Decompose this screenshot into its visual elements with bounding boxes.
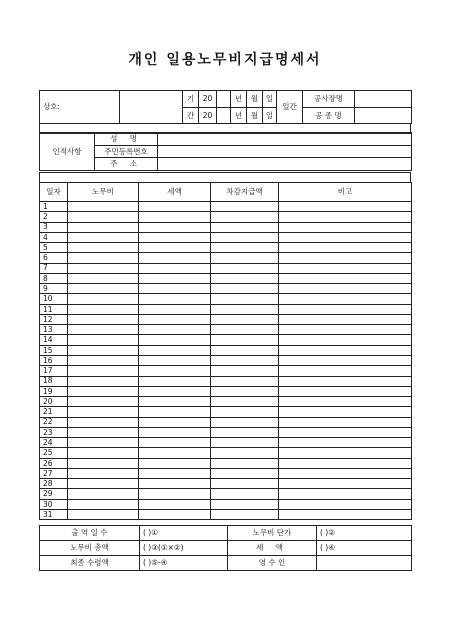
- work-type-field[interactable]: [355, 107, 412, 124]
- net-pay-cell[interactable]: [211, 427, 279, 437]
- day-number: 4: [40, 232, 68, 242]
- day-number: 28: [40, 479, 68, 489]
- day-row: [40, 499, 412, 509]
- wage-cell[interactable]: [68, 243, 139, 253]
- note-cell[interactable]: [279, 243, 412, 253]
- day-number: 2: [40, 212, 68, 222]
- day-row: [40, 438, 412, 448]
- day-number: 22: [40, 417, 68, 427]
- day-row: [40, 263, 412, 273]
- net-pay-cell[interactable]: [211, 232, 279, 242]
- tax-cell[interactable]: [139, 489, 211, 499]
- day-number: 23: [40, 427, 68, 437]
- wage-cell[interactable]: [68, 253, 139, 263]
- day-number: 16: [40, 355, 68, 365]
- day-number: 24: [40, 438, 68, 448]
- net-pay-cell[interactable]: [211, 325, 279, 335]
- note-cell[interactable]: [279, 232, 412, 242]
- net-pay-cell[interactable]: [211, 273, 279, 283]
- wage-cell[interactable]: [68, 294, 139, 304]
- day-number: 31: [40, 509, 68, 519]
- day-row: [40, 294, 412, 304]
- col-header-note: 비고: [279, 183, 412, 202]
- col-header-day: 일자: [40, 183, 68, 202]
- tax-value[interactable]: ( )④: [317, 541, 412, 556]
- tax-cell[interactable]: [139, 253, 211, 263]
- note-cell[interactable]: [279, 458, 412, 468]
- wage-cell[interactable]: [68, 355, 139, 365]
- tax-cell[interactable]: [139, 222, 211, 232]
- wage-cell[interactable]: [68, 468, 139, 478]
- note-cell[interactable]: [279, 325, 412, 335]
- day-number: 26: [40, 458, 68, 468]
- wage-cell[interactable]: [68, 479, 139, 489]
- col-header-net-pay: 차감지급액: [211, 183, 279, 202]
- name-field[interactable]: [158, 133, 412, 146]
- note-cell[interactable]: [279, 417, 412, 427]
- day-row: [40, 212, 412, 222]
- col-header-tax: 세액: [139, 183, 211, 202]
- day-number: 15: [40, 345, 68, 355]
- tax-cell[interactable]: [139, 263, 211, 273]
- net-pay-cell[interactable]: [211, 253, 279, 263]
- total-wage-label: 노무비 총액: [40, 541, 140, 556]
- tax-cell[interactable]: [139, 509, 211, 519]
- tax-cell[interactable]: [139, 417, 211, 427]
- note-cell[interactable]: [279, 479, 412, 489]
- wage-cell[interactable]: [68, 448, 139, 458]
- wage-cell[interactable]: [68, 325, 139, 335]
- wage-cell[interactable]: [68, 509, 139, 519]
- day-number: 13: [40, 325, 68, 335]
- end-year-unit: 년: [231, 107, 247, 124]
- day-row: [40, 366, 412, 376]
- address-field[interactable]: [158, 158, 412, 171]
- wage-cell[interactable]: [68, 304, 139, 314]
- day-number: 3: [40, 222, 68, 232]
- net-pay-cell[interactable]: [211, 202, 279, 212]
- workdays-label: 일간: [277, 91, 303, 124]
- note-cell[interactable]: [279, 212, 412, 222]
- note-cell[interactable]: [279, 345, 412, 355]
- tax-cell[interactable]: [139, 294, 211, 304]
- end-year-field[interactable]: [217, 107, 231, 124]
- id-number-label: 주민등록번호: [95, 145, 158, 158]
- project-name-field[interactable]: [355, 91, 412, 108]
- day-number: 21: [40, 407, 68, 417]
- wage-cell[interactable]: [68, 212, 139, 222]
- tax-cell[interactable]: [139, 335, 211, 345]
- tax-cell[interactable]: [139, 273, 211, 283]
- document-title: 개인 일용노무비지급명세서: [128, 52, 322, 68]
- name-label: 성 명: [95, 133, 158, 146]
- note-cell[interactable]: [279, 314, 412, 324]
- day-row: [40, 335, 412, 345]
- tax-cell[interactable]: [139, 438, 211, 448]
- day-number: 6: [40, 253, 68, 263]
- net-pay-cell[interactable]: [211, 458, 279, 468]
- net-pay-cell[interactable]: [211, 438, 279, 448]
- day-number: 5: [40, 243, 68, 253]
- project-name-label: 공사장명: [303, 91, 355, 108]
- wage-cell[interactable]: [68, 335, 139, 345]
- note-cell[interactable]: [279, 509, 412, 519]
- company-value[interactable]: [120, 91, 183, 124]
- day-number: 14: [40, 335, 68, 345]
- day-number: 7: [40, 263, 68, 273]
- day-row: [40, 253, 412, 263]
- tax-cell[interactable]: [139, 397, 211, 407]
- net-pay-cell[interactable]: [211, 212, 279, 222]
- tax-cell[interactable]: [139, 499, 211, 509]
- tax-cell[interactable]: [139, 386, 211, 396]
- tax-cell[interactable]: [139, 304, 211, 314]
- personal-info-table: [39, 132, 412, 171]
- net-pay-cell[interactable]: [211, 499, 279, 509]
- net-pay-cell[interactable]: [211, 376, 279, 386]
- tax-label: 세 액: [228, 541, 317, 556]
- tax-cell[interactable]: [139, 284, 211, 294]
- net-pay-cell[interactable]: [211, 397, 279, 407]
- wage-cell[interactable]: [68, 397, 139, 407]
- tax-cell[interactable]: [139, 325, 211, 335]
- unit-price-value[interactable]: ( )②: [317, 526, 412, 541]
- note-cell[interactable]: [279, 438, 412, 448]
- start-day-unit: 일: [263, 91, 277, 108]
- wage-cell[interactable]: [68, 202, 139, 212]
- net-pay-cell[interactable]: [211, 222, 279, 232]
- day-row: [40, 407, 412, 417]
- note-cell[interactable]: [279, 386, 412, 396]
- day-number: 17: [40, 366, 68, 376]
- tax-cell[interactable]: [139, 448, 211, 458]
- final-amount-value[interactable]: ( )⑤-④: [140, 556, 228, 571]
- day-row: [40, 355, 412, 365]
- wage-cell[interactable]: [68, 458, 139, 468]
- day-row: [40, 427, 412, 437]
- note-cell[interactable]: [279, 355, 412, 365]
- address-label: 주 소: [95, 158, 158, 171]
- net-pay-cell[interactable]: [211, 479, 279, 489]
- net-pay-cell[interactable]: [211, 243, 279, 253]
- day-row: [40, 243, 412, 253]
- net-pay-cell[interactable]: [211, 345, 279, 355]
- wage-cell[interactable]: [68, 417, 139, 427]
- note-cell[interactable]: [279, 294, 412, 304]
- note-cell[interactable]: [279, 284, 412, 294]
- day-row: [40, 232, 412, 242]
- note-cell[interactable]: [279, 273, 412, 283]
- tax-cell[interactable]: [139, 212, 211, 222]
- note-cell[interactable]: [279, 222, 412, 232]
- total-wage-value[interactable]: ( )③(①×②): [140, 541, 228, 556]
- day-number: 27: [40, 468, 68, 478]
- day-number: 30: [40, 499, 68, 509]
- day-row: [40, 509, 412, 519]
- net-pay-cell[interactable]: [211, 335, 279, 345]
- day-row: [40, 397, 412, 407]
- tax-cell[interactable]: [139, 232, 211, 242]
- day-row: [40, 417, 412, 427]
- note-cell[interactable]: [279, 489, 412, 499]
- day-number: 1: [40, 202, 68, 212]
- start-month-unit: 월: [247, 91, 263, 108]
- note-cell[interactable]: [279, 499, 412, 509]
- wage-cell[interactable]: [68, 232, 139, 242]
- wage-cell[interactable]: [68, 427, 139, 437]
- end-year-prefix: 20: [199, 107, 217, 124]
- day-row: [40, 304, 412, 314]
- net-pay-cell[interactable]: [211, 386, 279, 396]
- day-number: 9: [40, 284, 68, 294]
- net-pay-cell[interactable]: [211, 304, 279, 314]
- note-cell[interactable]: [279, 202, 412, 212]
- tax-cell[interactable]: [139, 202, 211, 212]
- personal-section-label: 인적사항: [40, 133, 95, 171]
- work-type-label: 공 종 명: [303, 107, 355, 124]
- day-row: [40, 325, 412, 335]
- day-number: 20: [40, 397, 68, 407]
- day-row: [40, 479, 412, 489]
- note-cell[interactable]: [279, 366, 412, 376]
- day-row: [40, 222, 412, 232]
- net-pay-cell[interactable]: [211, 509, 279, 519]
- note-cell[interactable]: [279, 263, 412, 273]
- day-number: 12: [40, 314, 68, 324]
- day-row: [40, 273, 412, 283]
- tax-cell[interactable]: [139, 468, 211, 478]
- tax-cell[interactable]: [139, 243, 211, 253]
- wage-cell[interactable]: [68, 222, 139, 232]
- attendance-label: 출 역 일 수: [40, 526, 140, 541]
- daily-wage-table: [39, 182, 412, 520]
- start-year-field[interactable]: [217, 91, 231, 108]
- note-cell[interactable]: [279, 468, 412, 478]
- final-amount-label: 최종 수령액: [40, 556, 140, 571]
- net-pay-cell[interactable]: [211, 355, 279, 365]
- wage-cell[interactable]: [68, 499, 139, 509]
- receipt-label: 영 수 인: [228, 556, 317, 571]
- note-cell[interactable]: [279, 253, 412, 263]
- day-row: [40, 345, 412, 355]
- day-rows: [40, 202, 412, 520]
- start-year-prefix: 20: [199, 91, 217, 108]
- day-number: 18: [40, 376, 68, 386]
- attendance-value[interactable]: ( )①: [140, 526, 228, 541]
- tax-cell[interactable]: [139, 427, 211, 437]
- tax-cell[interactable]: [139, 407, 211, 417]
- wage-cell[interactable]: [68, 314, 139, 324]
- period-label-bottom: 간: [183, 107, 199, 124]
- day-row: [40, 448, 412, 458]
- net-pay-cell[interactable]: [211, 407, 279, 417]
- tax-cell[interactable]: [139, 314, 211, 324]
- day-row: [40, 489, 412, 499]
- day-number: 29: [40, 489, 68, 499]
- note-cell[interactable]: [279, 335, 412, 345]
- note-cell[interactable]: [279, 397, 412, 407]
- net-pay-cell[interactable]: [211, 489, 279, 499]
- day-row: [40, 314, 412, 324]
- day-row: [40, 284, 412, 294]
- wage-cell[interactable]: [68, 376, 139, 386]
- net-pay-cell[interactable]: [211, 284, 279, 294]
- col-header-wage: 노무비: [68, 183, 139, 202]
- note-cell[interactable]: [279, 304, 412, 314]
- tax-cell[interactable]: [139, 366, 211, 376]
- day-number: 10: [40, 294, 68, 304]
- wage-cell[interactable]: [68, 386, 139, 396]
- start-year-unit: 년: [231, 91, 247, 108]
- tax-cell[interactable]: [139, 479, 211, 489]
- tax-cell[interactable]: [139, 458, 211, 468]
- day-number: 8: [40, 273, 68, 283]
- day-row: [40, 468, 412, 478]
- wage-cell[interactable]: [68, 366, 139, 376]
- day-number: 19: [40, 386, 68, 396]
- day-row: [40, 202, 412, 212]
- header-table: [39, 90, 412, 124]
- tax-cell[interactable]: [139, 345, 211, 355]
- wage-cell[interactable]: [68, 489, 139, 499]
- note-cell[interactable]: [279, 407, 412, 417]
- day-number: 11: [40, 304, 68, 314]
- wage-cell[interactable]: [68, 345, 139, 355]
- day-number: 25: [40, 448, 68, 458]
- note-cell[interactable]: [279, 376, 412, 386]
- company-label: 상호:: [40, 91, 120, 124]
- end-month-unit: 월: [247, 107, 263, 124]
- net-pay-cell[interactable]: [211, 366, 279, 376]
- wage-cell[interactable]: [68, 273, 139, 283]
- unit-price-label: 노무비 단가: [228, 526, 317, 541]
- wage-cell[interactable]: [68, 263, 139, 273]
- tax-cell[interactable]: [139, 376, 211, 386]
- wage-cell[interactable]: [68, 407, 139, 417]
- net-pay-cell[interactable]: [211, 448, 279, 458]
- net-pay-cell[interactable]: [211, 468, 279, 478]
- note-cell[interactable]: [279, 427, 412, 437]
- period-label-top: 기: [183, 91, 199, 108]
- id-number-field[interactable]: [158, 145, 412, 158]
- note-cell[interactable]: [279, 448, 412, 458]
- net-pay-cell[interactable]: [211, 263, 279, 273]
- summary-table: [39, 525, 412, 571]
- end-day-unit: 일: [263, 107, 277, 124]
- day-row: [40, 386, 412, 396]
- net-pay-cell[interactable]: [211, 294, 279, 304]
- day-row: [40, 376, 412, 386]
- receipt-signature-field[interactable]: [317, 556, 412, 571]
- wage-cell[interactable]: [68, 284, 139, 294]
- day-row: [40, 458, 412, 468]
- tax-cell[interactable]: [139, 355, 211, 365]
- net-pay-cell[interactable]: [211, 314, 279, 324]
- wage-cell[interactable]: [68, 438, 139, 448]
- net-pay-cell[interactable]: [211, 417, 279, 427]
